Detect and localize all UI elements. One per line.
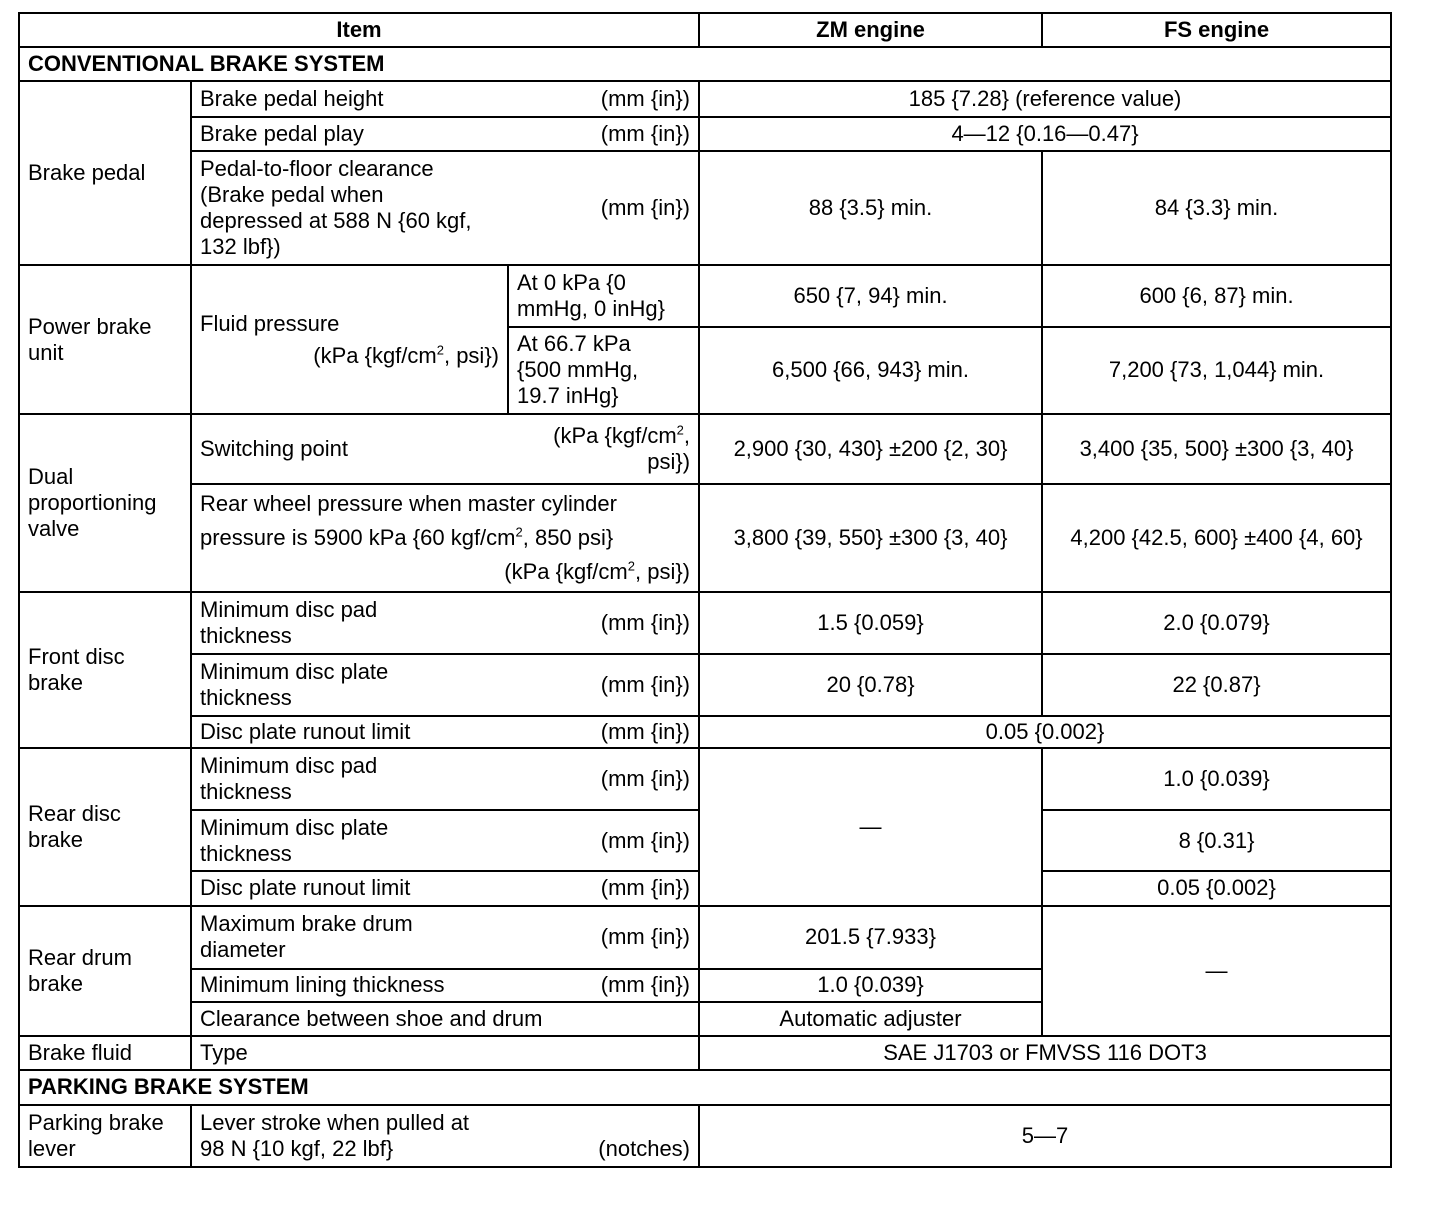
item-label: Maximum brake drum diameter	[200, 911, 413, 963]
item-label: Clearance between shoe and drum	[200, 1006, 543, 1032]
item-cell	[191, 484, 699, 592]
group-parking-brake-lever: Parking brake lever	[19, 1105, 191, 1167]
table-row	[19, 592, 1391, 654]
unit-label: (mm {in})	[600, 85, 691, 111]
value-cell-fs: 8 {0.31}	[1042, 810, 1391, 871]
group-front-disc-brake: Front disc brake	[19, 592, 191, 748]
item-label: Minimum disc pad thickness	[200, 597, 378, 649]
item-cell	[191, 414, 699, 484]
value-cell-fs: 4,200 {42.5, 600} ±400 {4, 60}	[1042, 484, 1391, 592]
value-cell-fs: 2.0 {0.079}	[1042, 592, 1391, 654]
value-cell-zm: 2,900 {30, 430} ±200 {2, 30}	[699, 414, 1042, 484]
value-cell-fs: 3,400 {35, 500} ±300 {3, 40}	[1042, 414, 1391, 484]
item-cell	[191, 117, 699, 151]
table-row	[19, 906, 1391, 969]
unit-label: (mm {in})	[600, 610, 691, 636]
unit-label: (mm {in})	[600, 924, 691, 950]
item-label: Disc plate runout limit	[200, 718, 411, 744]
unit-label: (mm {in})	[600, 827, 691, 853]
table-row	[19, 414, 1391, 484]
item-label: Pedal-to-floor clearance (Brake pedal when depressed at 588 N {60 kgf, 132 lbf})	[200, 155, 472, 259]
group-brake-pedal: Brake pedal	[19, 81, 191, 265]
value-cell: SAE J1703 or FMVSS 116 DOT3	[699, 1036, 1391, 1070]
condition-cell: At 0 kPa {0 mmHg, 0 inHg}	[508, 265, 699, 326]
table-row	[19, 654, 1391, 715]
value-cell: 0.05 {0.002}	[699, 716, 1391, 748]
item-cell	[191, 748, 699, 810]
table-row	[19, 117, 1391, 151]
item-label: Minimum lining thickness	[200, 972, 445, 998]
item-cell	[191, 81, 699, 116]
section-row-conventional	[19, 47, 1391, 81]
table-row	[19, 1036, 1391, 1070]
unit-label: (mm {in})	[600, 718, 691, 744]
unit-label: (mm {in})	[600, 765, 691, 791]
value-cell-zm: —	[699, 748, 1042, 906]
value-cell-zm: 650 {7, 94} min.	[699, 265, 1042, 326]
table-row	[19, 81, 1391, 116]
value-cell-zm: 88 {3.5} min.	[699, 151, 1042, 266]
item-label: Minimum disc plate thickness	[200, 658, 389, 710]
item-cell	[191, 654, 699, 715]
item-cell	[191, 265, 508, 414]
value-cell-zm: Automatic adjuster	[699, 1002, 1042, 1036]
item-label: Type	[191, 1036, 699, 1070]
item-label: Brake pedal height	[200, 85, 384, 111]
value-cell: 4—12 {0.16—0.47}	[699, 117, 1391, 151]
item-cell	[191, 906, 699, 969]
table-row	[19, 484, 1391, 592]
group-brake-fluid: Brake fluid	[19, 1036, 191, 1070]
unit-label: (mm {in})	[600, 194, 691, 220]
item-cell	[191, 592, 699, 654]
value-cell-zm: 1.5 {0.059}	[699, 592, 1042, 654]
table-row	[19, 1105, 1391, 1167]
item-cell	[191, 1105, 699, 1167]
condition-cell: At 66.7 kPa {500 mmHg, 19.7 inHg}	[508, 327, 699, 414]
item-label: Lever stroke when pulled at 98 N {10 kgf, 22 lbf}	[200, 1109, 470, 1161]
item-label: Brake pedal play	[200, 120, 364, 146]
table-row	[19, 151, 1391, 266]
header-zm-engine: ZM engine	[699, 13, 1042, 47]
table-row	[19, 716, 1391, 748]
section-parking: PARKING BRAKE SYSTEM	[19, 1070, 1391, 1104]
section-row-parking	[19, 1070, 1391, 1104]
value-cell-fs: 7,200 {73, 1,044} min.	[1042, 327, 1391, 414]
brake-specifications-table	[18, 12, 1392, 1168]
value-cell-fs: 600 {6, 87} min.	[1042, 265, 1391, 326]
value-cell-fs: 1.0 {0.039}	[1042, 748, 1391, 810]
header-fs-engine: FS engine	[1042, 13, 1391, 47]
value-cell-zm: 3,800 {39, 550} ±300 {3, 40}	[699, 484, 1042, 592]
unit-label: (mm {in})	[600, 671, 691, 697]
item-label: Fluid pressure	[200, 310, 340, 336]
value-cell-zm: 20 {0.78}	[699, 654, 1042, 715]
unit-label: (mm {in})	[600, 875, 691, 901]
item-label: Minimum disc pad thickness	[200, 752, 378, 804]
item-cell	[191, 151, 699, 266]
unit-label: (mm {in})	[600, 120, 691, 146]
value-cell-zm: 6,500 {66, 943} min.	[699, 327, 1042, 414]
item-label: Rear wheel pressure when master cylinder pressure is 5900 kPa {60 kgf/$cm^2$, 850 psi}	[200, 491, 617, 551]
unit-label: (kPa {$kgf/cm^2$, psi})	[504, 558, 691, 585]
value-cell-zm: 201.5 {7.933}	[699, 906, 1042, 969]
value-cell: 185 {7.28} (reference value)	[699, 81, 1391, 116]
item-cell	[191, 1002, 699, 1036]
group-dual-proportioning-valve: Dual proportioning valve	[19, 414, 191, 592]
value-cell: 5—7	[699, 1105, 1391, 1167]
value-cell-fs: 0.05 {0.002}	[1042, 871, 1391, 905]
item-label: Switching point	[200, 436, 348, 462]
value-cell-fs: 22 {0.87}	[1042, 654, 1391, 715]
item-cell	[191, 969, 699, 1002]
header-row	[19, 13, 1391, 47]
table-row	[19, 748, 1391, 810]
unit-label: (kPa {$kgf/cm^2$, psi})	[553, 422, 691, 475]
unit-label: (kPa {$kgf/cm^2$, psi})	[313, 342, 499, 368]
item-cell	[191, 810, 699, 871]
item-cell	[191, 871, 699, 905]
value-cell-fs: 84 {3.3} min.	[1042, 151, 1391, 266]
value-cell-zm: 1.0 {0.039}	[699, 969, 1042, 1002]
item-cell	[191, 716, 699, 748]
group-rear-disc-brake: Rear disc brake	[19, 748, 191, 906]
value-cell-fs: —	[1042, 906, 1391, 1037]
section-conventional: CONVENTIONAL BRAKE SYSTEM	[19, 47, 1391, 81]
item-label: Disc plate runout limit	[200, 875, 411, 901]
group-power-brake-unit: Power brake unit	[19, 265, 191, 414]
group-rear-drum-brake: Rear drum brake	[19, 906, 191, 1037]
unit-label: (mm {in})	[600, 972, 691, 998]
header-item: Item	[19, 13, 699, 47]
item-label: Minimum disc plate thickness	[200, 814, 389, 866]
table-row	[19, 265, 1391, 326]
unit-label: (notches)	[598, 1135, 691, 1161]
